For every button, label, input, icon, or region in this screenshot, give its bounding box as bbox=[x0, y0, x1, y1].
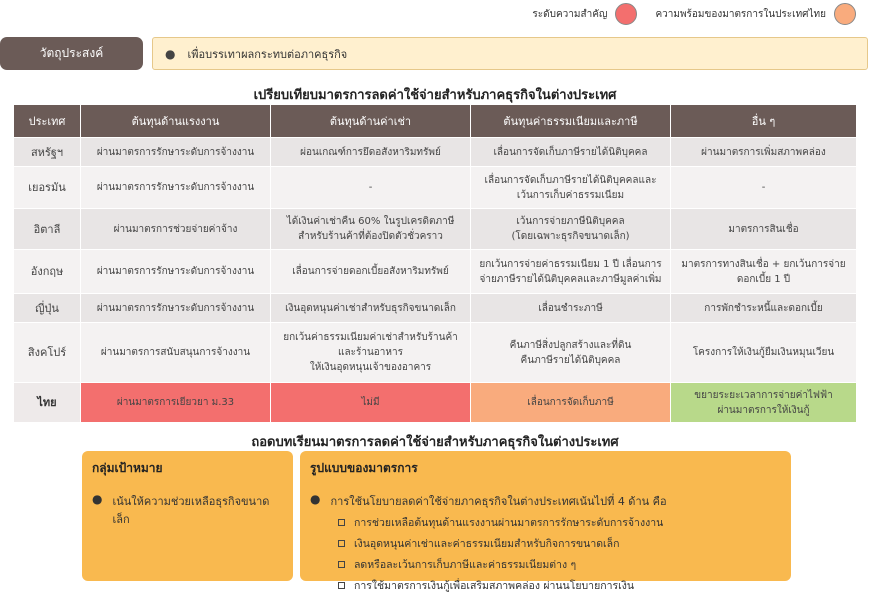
list-item bbox=[92, 492, 283, 528]
table-row bbox=[14, 209, 857, 250]
rent-cell: เงินอุดหนุนค่าเช่าสำหรับธุรกิจขนาดเล็ก bbox=[271, 294, 471, 323]
header-tax: ต้นทุนค่าธรรมเนียมและภาษี bbox=[471, 105, 671, 138]
square-bullet-icon bbox=[338, 540, 345, 547]
sub-list-item bbox=[338, 535, 781, 552]
thailand-tax-cell: เลื่อนการจัดเก็บภาษี bbox=[471, 383, 671, 423]
country-cell: เยอรมัน bbox=[14, 167, 81, 209]
target-group-heading: กลุ่มเป้าหมาย bbox=[92, 461, 163, 475]
labor-cell: ผ่านมาตรการรักษาระดับการจ้างงาน bbox=[81, 250, 271, 294]
header-labor: ต้นทุนด้านแรงงาน bbox=[81, 105, 271, 138]
importance-swatch bbox=[615, 3, 637, 25]
legend-importance-label: ระดับความสำคัญ bbox=[532, 8, 608, 20]
labor-cell: ผ่านมาตรการรักษาระดับการจ้างงาน bbox=[81, 167, 271, 209]
measure-format-heading: รูปแบบของมาตรการ bbox=[310, 461, 418, 475]
target-group-box bbox=[82, 451, 293, 581]
thailand-row bbox=[14, 383, 857, 423]
other-cell: การพักชำระหนี้และดอกเบี้ย bbox=[671, 294, 857, 323]
labor-cell: ผ่านมาตรการรักษาระดับการจ้างงาน bbox=[81, 138, 271, 167]
measure-format-box bbox=[300, 451, 791, 592]
square-bullet-icon bbox=[338, 561, 345, 568]
rent-cell: ผ่อนเกณฑ์การยึดอสังหาริมทรัพย์ bbox=[271, 138, 471, 167]
other-cell: มาตรการทางสินเชื่อ + ยกเว้นการจ่าย ดอกเบี้ย 1 ปี bbox=[671, 250, 857, 294]
rent-cell: ยกเว้นค่าธรรมเนียมค่าเช่าสำหรับร้านค้า และร้านอาหาร ให้เงินอุดหนุนเจ้าของอาคาร bbox=[271, 323, 471, 383]
tax-cell: เลื่อนการจัดเก็บภาษีรายได้นิติบุคคล bbox=[471, 138, 671, 167]
other-cell: - bbox=[671, 167, 857, 209]
bullet-icon: ● bbox=[165, 46, 176, 61]
sub-item-text: การใช้มาตรการเงินกู้เพื่อเสริมสภาพคล่อง ผ่านนโยบายการเงิน bbox=[354, 580, 635, 592]
tax-cell: เว้นการจ่ายภาษีนิติบุคคล (โดยเฉพาะธุรกิจขนาดเล็ก) bbox=[471, 209, 671, 250]
comparison-table bbox=[13, 104, 857, 423]
other-cell: ผ่านมาตรการเพิ่มสภาพคล่อง bbox=[671, 138, 857, 167]
other-cell: มาตรการสินเชื่อ bbox=[671, 209, 857, 250]
bullet-icon: ● bbox=[310, 492, 321, 506]
rent-cell: ได้เงินค่าเช่าคืน 60% ในรูปเครดิตภาษี สำหรับร้านค้าที่ต้องปิดตัวชั่วคราว bbox=[271, 209, 471, 250]
labor-cell: ผ่านมาตรการช่วยจ่ายค่าจ้าง bbox=[81, 209, 271, 250]
labor-cell: ผ่านมาตรการรักษาระดับการจ้างงาน bbox=[81, 294, 271, 323]
square-bullet-icon bbox=[338, 582, 345, 589]
country-cell-thailand: ไทย bbox=[14, 383, 81, 423]
country-cell: สิงคโปร์ bbox=[14, 323, 81, 383]
labor-cell: ผ่านมาตรการสนับสนุนการจ้างงาน bbox=[81, 323, 271, 383]
readiness-swatch bbox=[834, 3, 856, 25]
target-group-text: เน้นให้ความช่วยเหลือธุรกิจขนาดเล็ก bbox=[112, 495, 270, 526]
country-cell: อิตาลี bbox=[14, 209, 81, 250]
table-row bbox=[14, 294, 857, 323]
table-row bbox=[14, 250, 857, 294]
sub-list-item bbox=[338, 514, 781, 531]
objective-text: เพื่อบรรเทาผลกระทบต่อภาคธุรกิจ bbox=[187, 47, 348, 61]
square-bullet-icon bbox=[338, 519, 345, 526]
sub-list-item bbox=[338, 556, 781, 573]
bullet-icon: ● bbox=[92, 492, 103, 506]
country-cell: อังกฤษ bbox=[14, 250, 81, 294]
lessons-title: ถอดบทเรียนมาตรการลดค่าใช้จ่ายสำหรับภาคธุรกิจในต่างประเทศ bbox=[251, 435, 619, 450]
country-cell: ญี่ปุ่น bbox=[14, 294, 81, 323]
sub-item-text: ลดหรือละเว้นการเก็บภาษีและค่าธรรมเนียมต่าง ๆ bbox=[354, 559, 577, 571]
thailand-labor-cell: ผ่านมาตรการเยียวยา ม.33 bbox=[81, 383, 271, 423]
legend-readiness-label: ความพร้อมของมาตรการในประเทศไทย bbox=[655, 8, 826, 20]
sub-item-text: การช่วยเหลือต้นทุนด้านแรงงานผ่านมาตรการรักษาระดับการจ้างงาน bbox=[354, 517, 664, 529]
header-other: อื่น ๆ bbox=[671, 105, 857, 138]
table-row bbox=[14, 323, 857, 383]
table-title: เปรียบเทียบมาตรการลดค่าใช้จ่ายสำหรับภาคธุรกิจในต่างประเทศ bbox=[253, 88, 617, 103]
tax-cell: ยกเว้นการจ่ายค่าธรรมเนียม 1 ปี เลื่อนการ จ่ายภาษีรายได้นิติบุคคลและภาษีมูลค่าเพิ่ม bbox=[471, 250, 671, 294]
tax-cell: คืนภาษีสิ่งปลูกสร้างและที่ดิน คืนภาษีรายได้นิติบุคคล bbox=[471, 323, 671, 383]
other-cell: โครงการให้เงินกู้ยืมเงินหมุนเวียน bbox=[671, 323, 857, 383]
objective-box bbox=[152, 37, 868, 70]
rent-cell: - bbox=[271, 167, 471, 209]
header-rent: ต้นทุนด้านค่าเช่า bbox=[271, 105, 471, 138]
measure-format-text: การใช้นโยบายลดค่าใช้จ่ายภาคธุรกิจในต่างประเทศเน้นไปที่ 4 ด้าน คือ bbox=[330, 495, 667, 508]
header-country: ประเทศ bbox=[14, 105, 81, 138]
thailand-rent-cell: ไม่มี bbox=[271, 383, 471, 423]
objective-label: วัตถุประสงค์ bbox=[0, 37, 143, 70]
rent-cell: เลื่อนการจ่ายดอกเบี้ยอสังหาริมทรัพย์ bbox=[271, 250, 471, 294]
thailand-other-cell: ขยายระยะเวลาการจ่ายค่าไฟฟ้า ผ่านมาตรการให้เงินกู้ bbox=[671, 383, 857, 423]
sub-list-item bbox=[338, 577, 781, 594]
table-header-row bbox=[14, 105, 857, 138]
legend bbox=[532, 3, 856, 25]
list-item bbox=[310, 492, 781, 510]
country-cell: สหรัฐฯ bbox=[14, 138, 81, 167]
table-row bbox=[14, 167, 857, 209]
tax-cell: เลื่อนการจัดเก็บภาษีรายได้นิติบุคคลและ เว้นการเก็บค่าธรรมเนียม bbox=[471, 167, 671, 209]
sub-item-text: เงินอุดหนุนค่าเช่าและค่าธรรมเนียมสำหรับกิจการขนาดเล็ก bbox=[354, 538, 620, 550]
tax-cell: เลื่อนชำระภาษี bbox=[471, 294, 671, 323]
table-row bbox=[14, 138, 857, 167]
